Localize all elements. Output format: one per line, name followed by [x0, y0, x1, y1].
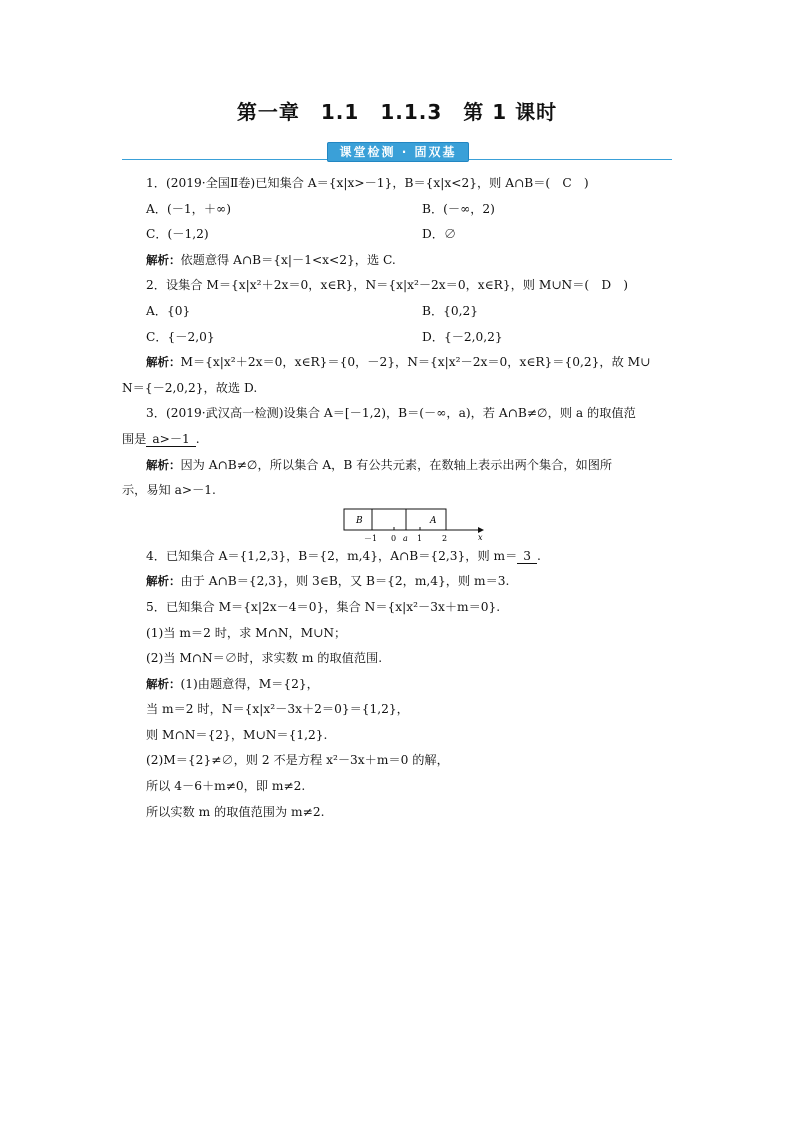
q2-options-row2	[122, 325, 674, 351]
q1-option-a: A．(－1，＋∞)	[146, 201, 231, 216]
q5-part2: (2)当 M∩N＝∅时，求实数 m 的取值范围.	[146, 651, 383, 666]
q1-option-b: B．(－∞，2)	[422, 201, 495, 216]
tick-label-a: a	[403, 533, 408, 543]
q1-option-c: C．(－1,2)	[146, 227, 209, 242]
page-title: 第一章 1.1 1.1.3 第 1 课时	[236, 100, 558, 124]
q2-option-c: C．{－2,0}	[146, 329, 215, 344]
tick-label-2: 2	[442, 533, 448, 543]
q3-solution-text1: 因为 A∩B≠∅，所以集合 A，B 有公共元素，在数轴上表示出两个集合，如图所	[180, 457, 613, 472]
q4-solution-label: 解析：	[146, 574, 181, 589]
q4-stem	[122, 544, 674, 570]
axis-label-x: x	[478, 532, 483, 542]
q5-solution-label: 解析：	[146, 676, 181, 691]
set-b-region	[344, 509, 406, 530]
q5-solution-line1	[122, 672, 674, 698]
q5-solution-text1: (1)由题意得，M＝{2}，	[180, 676, 319, 691]
q4-answer-blank: 3	[517, 549, 537, 564]
set-a-label: A	[430, 515, 437, 526]
tick-label-0: 0	[391, 533, 397, 543]
q4-solution-text: 由于 A∩B＝{2,3}，则 3∈B，又 B＝{2，m,4}，则 m＝3.	[180, 574, 510, 589]
q3-stem-line1: 3．(2019·武汉高一检测)设集合 A＝[－1,2)，B＝(－∞，a)，若 A∩B≠∅，则 a 的取值范	[146, 406, 636, 421]
q4-solution	[122, 569, 674, 595]
number-line-svg	[342, 506, 492, 544]
q1-solution-label: 解析：	[146, 252, 181, 267]
q5-solution-line2: 当 m＝2 时，N＝{x|x²－3x＋2＝0}＝{1,2}，	[146, 702, 409, 717]
q1-options-row1	[122, 197, 674, 223]
q5-solution-line3: 则 M∩N＝{2}，M∪N＝{1,2}.	[146, 727, 328, 742]
q4-stem-prefix: 4．已知集合 A＝{1,2,3}，B＝{2，m,4}，A∩B＝{2,3}，则 m＝	[146, 548, 518, 563]
q2-solution-line1	[122, 350, 674, 376]
q2-options-row1	[122, 299, 674, 325]
q1-options-row2	[122, 222, 674, 248]
q3-solution-line2: 示，易知 a>－1.	[122, 483, 216, 498]
q2-option-a: A．{0}	[146, 303, 191, 318]
q2-solution-line2: N＝{－2,0,2}，故选 D.	[122, 380, 258, 395]
q3-solution-label: 解析：	[146, 457, 181, 472]
q3-stem-prefix: 围是	[122, 431, 147, 446]
q3-solution-line1	[122, 453, 674, 479]
section-banner: 课堂检测 · 固双基	[327, 142, 469, 162]
q3-stem-suffix: .	[195, 431, 200, 446]
q5-solution-line6: 所以实数 m 的取值范围为 m≠2.	[146, 804, 325, 819]
q2-option-b: B．{0,2}	[422, 303, 479, 318]
q2-option-d: D．{－2,0,2}	[422, 329, 503, 344]
q2-solution-text1: M＝{x|x²＋2x＝0，x∈R}＝{0，－2}，N＝{x|x²－2x＝0，x∈R}＝{0,2}，故 M∪	[180, 355, 651, 370]
q1-stem: 1．(2019·全国Ⅱ卷)已知集合 A＝{x|x>－1}，B＝{x|x<2}，则 A∩B＝( C )	[146, 176, 589, 190]
exercise-content	[122, 171, 674, 825]
q3-answer-blank: a>－1	[146, 432, 195, 447]
q1-solution-text: 依题意得 A∩B＝{x|－1<x<2}，选 C.	[180, 252, 396, 267]
q2-stem: 2．设集合 M＝{x|x²＋2x＝0，x∈R}，N＝{x|x²－2x＝0，x∈R}，则 M∪N＝( D )	[146, 278, 629, 293]
tick-label-1: 1	[417, 533, 423, 543]
q4-stem-suffix: .	[537, 548, 541, 563]
tick-label-neg1: －1	[364, 533, 378, 543]
q3-stem-line2	[122, 427, 674, 453]
q5-solution-line4: (2)M＝{2}≠∅，则 2 不是方程 x²－3x＋m＝0 的解，	[146, 753, 449, 768]
q2-solution-label: 解析：	[146, 355, 181, 370]
number-line-figure	[122, 504, 674, 544]
q5-stem: 5．已知集合 M＝{x|2x－4＝0}，集合 N＝{x|x²－3x＋m＝0}.	[146, 599, 501, 614]
q5-solution-line5: 所以 4－6＋m≠0，即 m≠2.	[146, 779, 306, 794]
q1-solution	[122, 248, 674, 274]
q5-part1: (1)当 m＝2 时，求 M∩N，M∪N；	[146, 625, 347, 640]
set-b-label: B	[356, 515, 363, 526]
q1-option-d: D．∅	[422, 227, 457, 242]
